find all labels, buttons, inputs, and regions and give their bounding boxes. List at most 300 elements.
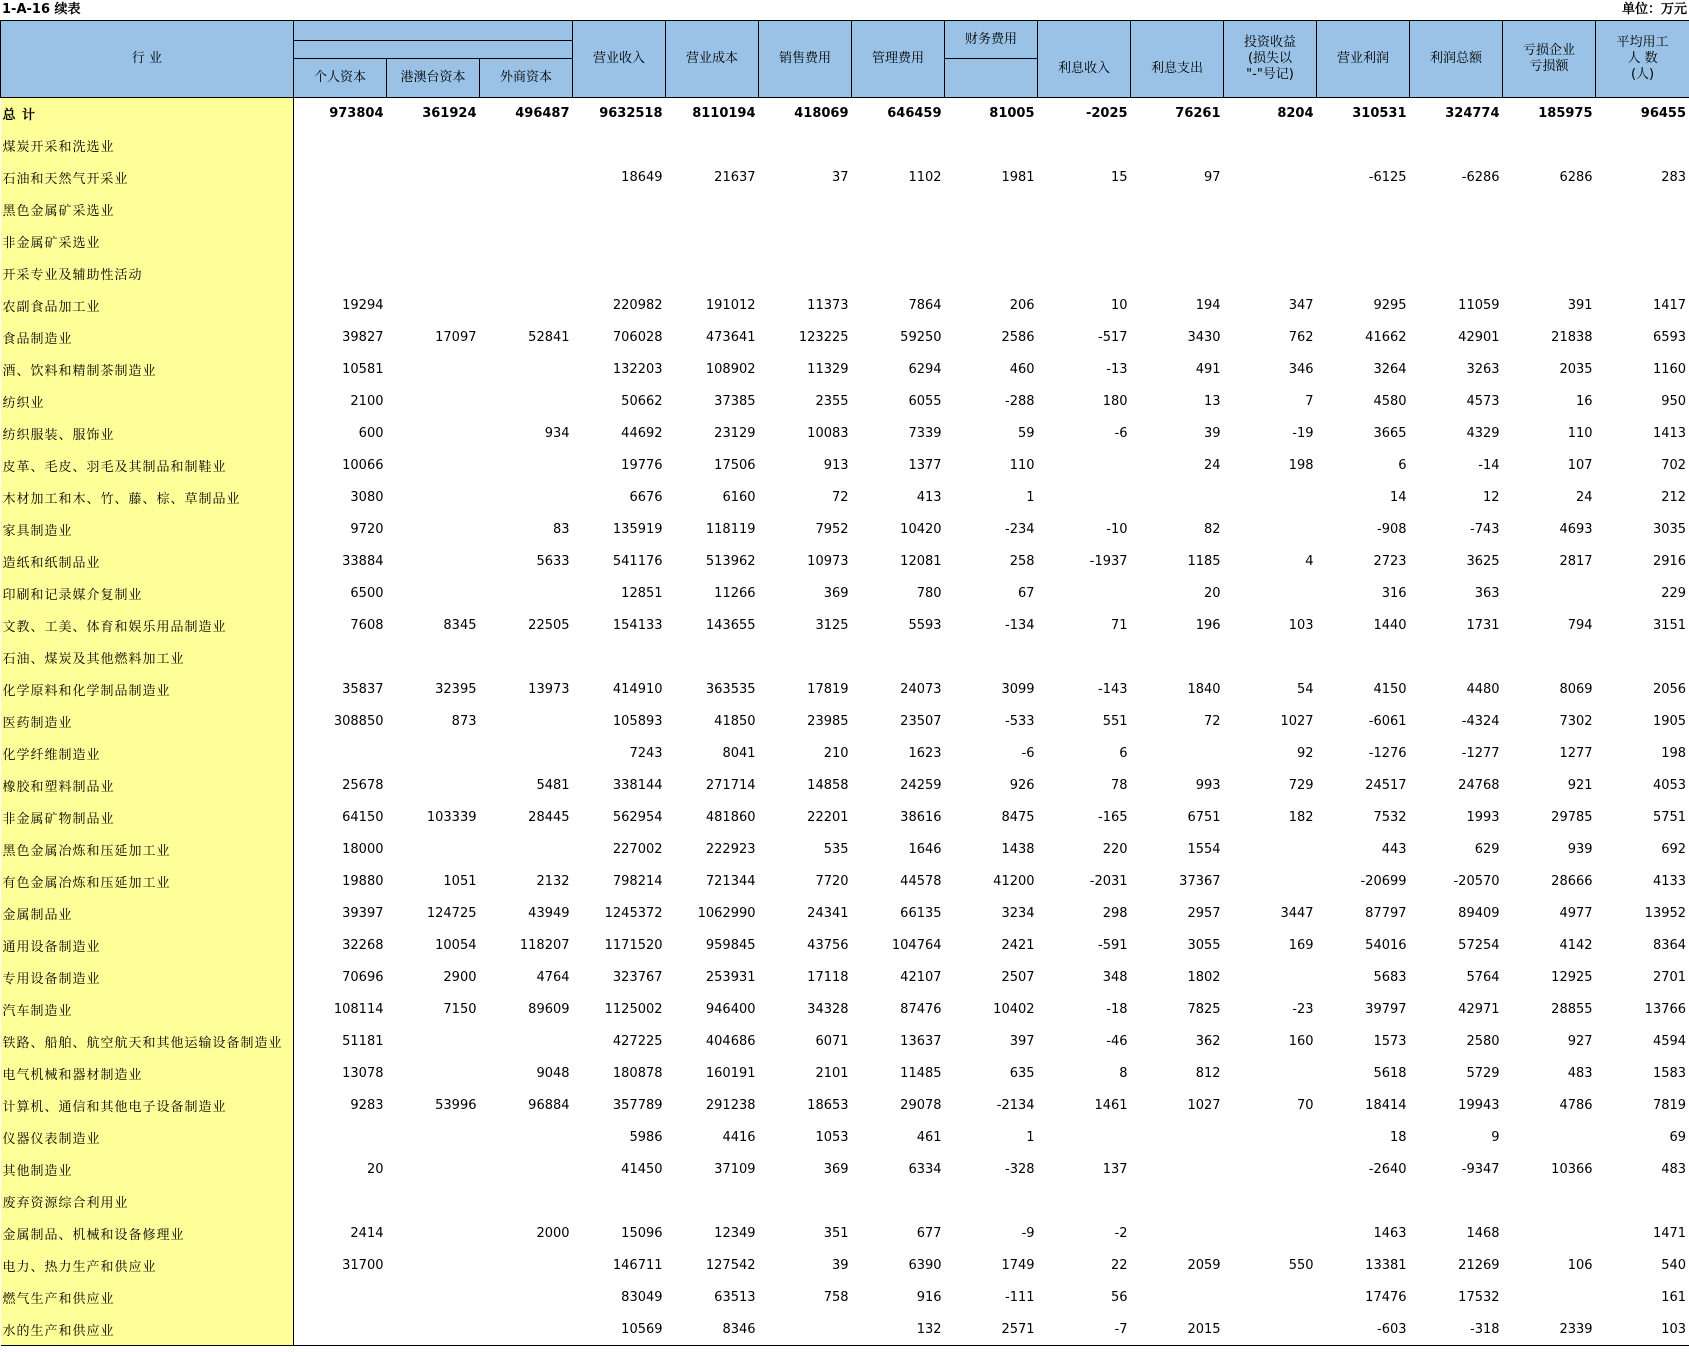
table-cell: 59250 (900, 330, 942, 345)
table-cell (573, 194, 666, 226)
table-cell: 28666 (1551, 874, 1593, 889)
table-cell (1224, 226, 1317, 258)
table-cell: 67 (1017, 586, 1035, 601)
table-cell: 17476 (1365, 1290, 1407, 1305)
table-cell: 2015 (1131, 1314, 1224, 1346)
table-cell (1503, 258, 1596, 290)
table-cell: 7150 (443, 1002, 477, 1017)
col-group-blank (294, 21, 573, 41)
table-cell: 41662 (1365, 330, 1407, 345)
table-cell: 72 (831, 490, 849, 505)
table-cell: 926 (1009, 778, 1035, 793)
table-cell: 22201 (807, 810, 849, 825)
table-cell: 4764 (536, 970, 570, 985)
table-cell: 310531 (1352, 106, 1407, 122)
table-cell: 7720 (815, 874, 849, 889)
table-cell: 16 (1575, 394, 1593, 409)
table-cell: 54016 (1365, 938, 1407, 953)
table-cell (852, 1186, 945, 1218)
table-cell: 6294 (908, 362, 942, 377)
table-cell: 19776 (621, 458, 663, 473)
industry-name: 铁路、船舶、航空航天和其他运输设备制造业 (1, 1026, 294, 1058)
table-row (1, 1058, 1689, 1090)
table-cell (387, 1250, 480, 1282)
table-cell: 50662 (621, 394, 663, 409)
table-cell (1038, 130, 1131, 162)
table-cell: 3430 (1187, 330, 1221, 345)
table-cell: 934 (544, 426, 570, 441)
table-cell: -318 (1410, 1314, 1503, 1346)
table-cell: 78 (1110, 778, 1128, 793)
table-cell: 28445 (528, 810, 570, 825)
table-cell (294, 1122, 387, 1154)
table-cell: 9048 (536, 1066, 570, 1081)
table-row (1, 866, 1689, 898)
table-cell: 1731 (1466, 618, 1500, 633)
table-cell: 37109 (714, 1162, 756, 1177)
table-cell (573, 642, 666, 674)
table-cell: 18414 (1365, 1098, 1407, 1113)
table-cell: 12081 (900, 554, 942, 569)
table-cell: 1583 (1596, 1058, 1689, 1090)
table-body (1, 98, 1689, 1346)
table-cell: 182 (1288, 810, 1314, 825)
table-cell (1038, 578, 1131, 610)
table-cell: 53996 (435, 1098, 477, 1113)
table-cell: 3665 (1373, 426, 1407, 441)
table-cell (387, 834, 480, 866)
table-cell (1410, 258, 1503, 290)
col-finance-expense-sub (945, 59, 1038, 98)
table-cell: 21269 (1458, 1258, 1500, 1273)
industry-name: 农副食品加工业 (1, 290, 294, 322)
table-cell (1503, 194, 1596, 226)
table-row (1, 514, 1689, 546)
table-row (1, 706, 1689, 738)
table-cell: 10973 (807, 554, 849, 569)
table-cell (387, 226, 480, 258)
table-cell: 108902 (705, 362, 756, 377)
table-cell (1038, 482, 1131, 514)
table-cell: -7 (1038, 1314, 1131, 1346)
table-cell (666, 130, 759, 162)
table-cell: 1749 (1001, 1258, 1035, 1273)
table-cell: 916 (916, 1290, 942, 1305)
table-cell: 8346 (666, 1314, 759, 1346)
table-cell: 59 (1017, 426, 1035, 441)
table-cell: -517 (1098, 330, 1128, 345)
table-cell: 10066 (342, 458, 384, 473)
table-cell (945, 130, 1038, 162)
table-cell: 5764 (1466, 970, 1500, 985)
table-cell: 363535 (705, 682, 756, 697)
table-cell (1317, 258, 1410, 290)
table-cell: 283 (1596, 162, 1689, 194)
table-cell: 9 (1491, 1130, 1500, 1145)
table-row (1, 162, 1689, 194)
table-cell (945, 258, 1038, 290)
table-row (1, 290, 1689, 322)
table-cell: -2031 (1089, 874, 1128, 889)
table-cell: 37 (831, 170, 849, 185)
table-cell: 7608 (350, 618, 384, 633)
industry-name: 水的生产和供应业 (1, 1314, 294, 1346)
table-cell (480, 354, 573, 386)
table-cell: 105893 (612, 714, 663, 729)
table-row (1, 1154, 1689, 1186)
table-cell: 3035 (1596, 514, 1689, 546)
table-cell: 69 (1596, 1122, 1689, 1154)
table-cell: 721344 (705, 874, 756, 889)
table-cell: 758 (823, 1290, 849, 1305)
industry-name: 木材加工和木、竹、藤、棕、草制品业 (1, 482, 294, 514)
table-cell: 1573 (1373, 1034, 1407, 1049)
table-cell: 89409 (1458, 906, 1500, 921)
table-cell (387, 1314, 480, 1346)
table-cell: -19 (1292, 426, 1314, 441)
table-cell: 11485 (900, 1066, 942, 1081)
table-cell: 18000 (342, 842, 384, 857)
table-cell: 921 (1567, 778, 1593, 793)
table-cell: 161 (1596, 1282, 1689, 1314)
table-id: 1-A-16 续表 (2, 2, 81, 17)
col-operating-profit: 营业利润 (1317, 21, 1410, 98)
table-cell: 348 (1102, 970, 1128, 985)
industry-name: 造纸和纸制品业 (1, 546, 294, 578)
table-cell: 11059 (1458, 298, 1500, 313)
table-cell: 212 (1596, 482, 1689, 514)
table-cell: 220 (1102, 842, 1128, 857)
table-cell: 229 (1596, 578, 1689, 610)
table-cell: 346 (1288, 362, 1314, 377)
table-row (1, 1282, 1689, 1314)
table-cell (480, 1314, 573, 1346)
table-cell: 6 (1398, 458, 1407, 473)
table-cell: -165 (1098, 810, 1128, 825)
table-cell: 6390 (908, 1258, 942, 1273)
table-cell: -6125 (1368, 170, 1407, 185)
table-cell: 1623 (908, 746, 942, 761)
table-cell: 2035 (1559, 362, 1593, 377)
table-cell: 41200 (993, 874, 1035, 889)
table-cell (294, 738, 387, 770)
table-cell: -2640 (1368, 1162, 1407, 1177)
table-row (1, 194, 1689, 226)
table-cell: 63513 (714, 1290, 756, 1305)
industry-name: 电气机械和器材制造业 (1, 1058, 294, 1090)
table-cell (387, 450, 480, 482)
table-row (1, 1218, 1689, 1250)
table-cell (852, 642, 945, 674)
industry-name: 家具制造业 (1, 514, 294, 546)
col-total-profit: 利润总额 (1410, 21, 1503, 98)
table-cell (759, 642, 852, 674)
table-cell: 13973 (528, 682, 570, 697)
table-cell: 17819 (807, 682, 849, 697)
table-cell (387, 738, 480, 770)
table-cell: 481860 (705, 810, 756, 825)
table-cell: 418069 (794, 106, 849, 122)
table-cell: 1245372 (604, 906, 663, 921)
table-cell (1503, 642, 1596, 674)
table-cell: 6334 (908, 1162, 942, 1177)
table-row (1, 738, 1689, 770)
table-cell: -10 (1106, 522, 1128, 537)
table-cell (480, 1250, 573, 1282)
table-cell: 24073 (900, 682, 942, 697)
table-cell: 361924 (422, 106, 477, 122)
table-cell: 96884 (528, 1098, 570, 1113)
table-cell: 460 (1009, 362, 1035, 377)
table-cell: 762 (1288, 330, 1314, 345)
table-cell: 812 (1195, 1066, 1221, 1081)
col-interest-expense: 利息支出 (1131, 21, 1224, 98)
table-cell (1224, 130, 1317, 162)
table-cell: 298 (1102, 906, 1128, 921)
table-cell (1131, 194, 1224, 226)
table-cell: 6286 (1559, 170, 1593, 185)
table-cell: 1062990 (697, 906, 756, 921)
table-cell: 3125 (815, 618, 849, 633)
table-cell (1503, 1282, 1596, 1314)
industry-name: 黑色金属矿采选业 (1, 194, 294, 226)
table-cell: 351 (823, 1226, 849, 1241)
industry-name: 印刷和记录媒介复制业 (1, 578, 294, 610)
col-selling-expense: 销售费用 (759, 21, 852, 98)
table-cell (387, 194, 480, 226)
table-cell (480, 194, 573, 226)
table-cell: 24517 (1365, 778, 1407, 793)
table-cell: 1981 (1001, 170, 1035, 185)
table-cell (1503, 226, 1596, 258)
table-cell: -111 (1005, 1290, 1035, 1305)
table-cell (387, 1282, 480, 1314)
table-cell: 8345 (443, 618, 477, 633)
table-cell: 414910 (612, 682, 663, 697)
table-cell (1410, 1186, 1503, 1218)
industry-name: 废弃资源综合利用业 (1, 1186, 294, 1218)
table-cell: 103 (1596, 1314, 1689, 1346)
table-cell: 10402 (993, 1002, 1035, 1017)
table-cell (573, 1186, 666, 1218)
table-cell: 1646 (908, 842, 942, 857)
table-cell: 34328 (807, 1002, 849, 1017)
table-cell: 729 (1288, 778, 1314, 793)
table-cell: 110 (1009, 458, 1035, 473)
table-cell: 1125002 (604, 1002, 663, 1017)
table-cell: 1102 (908, 170, 942, 185)
table-cell (1131, 1218, 1224, 1250)
table-cell (945, 194, 1038, 226)
table-cell: 44578 (900, 874, 942, 889)
table-cell (480, 834, 573, 866)
table-row (1, 130, 1689, 162)
table-cell: -1277 (1461, 746, 1500, 761)
table-cell: 3151 (1596, 610, 1689, 642)
table-cell: 41850 (714, 714, 756, 729)
industry-name: 橡胶和塑料制品业 (1, 770, 294, 802)
table-cell: -234 (1005, 522, 1035, 537)
table-cell: 81005 (989, 106, 1035, 122)
table-cell: 1053 (815, 1130, 849, 1145)
table-cell: 83049 (621, 1290, 663, 1305)
table-cell: 1993 (1466, 810, 1500, 825)
table-cell (1131, 1282, 1224, 1314)
table-cell: 103339 (426, 810, 477, 825)
industry-name: 燃气生产和供应业 (1, 1282, 294, 1314)
industry-name: 酒、饮料和精制茶制造业 (1, 354, 294, 386)
table-cell: -328 (1005, 1162, 1035, 1177)
table-cell: 51181 (342, 1034, 384, 1049)
industry-name: 电力、热力生产和供应业 (1, 1250, 294, 1282)
table-cell (1038, 642, 1131, 674)
table-cell (666, 226, 759, 258)
table-cell (1224, 642, 1317, 674)
table-cell: 347 (1288, 298, 1314, 313)
table-cell: 362 (1195, 1034, 1221, 1049)
table-cell (1131, 1122, 1224, 1154)
table-cell (480, 258, 573, 290)
table-cell: 123225 (798, 330, 849, 345)
table-cell: -743 (1470, 522, 1500, 537)
table-cell: -2025 (1085, 106, 1128, 122)
table-cell (1596, 1186, 1689, 1218)
table-cell: 1461 (1094, 1098, 1128, 1113)
table-cell: 8475 (1001, 810, 1035, 825)
table-cell: 20 (366, 1162, 384, 1177)
table-row (1, 674, 1689, 706)
table-cell (387, 130, 480, 162)
table-cell (1038, 450, 1131, 482)
table-row (1, 930, 1689, 962)
table-cell: 29785 (1551, 810, 1593, 825)
table-row (1, 226, 1689, 258)
table-cell: 939 (1567, 842, 1593, 857)
table-cell (1038, 1186, 1131, 1218)
table-cell: 551 (1102, 714, 1128, 729)
table-cell: 5986 (629, 1130, 663, 1145)
table-cell (387, 514, 480, 546)
table-cell (387, 258, 480, 290)
table-cell: 6676 (629, 490, 663, 505)
table-cell: 1 (1026, 1130, 1035, 1145)
table-row (1, 98, 1689, 130)
table-cell (480, 386, 573, 418)
table-cell: 357789 (612, 1098, 663, 1113)
table-cell: 21637 (714, 170, 756, 185)
table-cell: 535 (823, 842, 849, 857)
table-cell (1038, 1122, 1131, 1154)
table-cell (1131, 738, 1224, 770)
table-cell: 169 (1288, 938, 1314, 953)
table-cell: 19294 (342, 298, 384, 313)
table-cell: 4786 (1559, 1098, 1593, 1113)
table-cell: 8204 (1277, 106, 1314, 122)
table-cell: -1276 (1368, 746, 1407, 761)
table-cell: 64150 (342, 810, 384, 825)
table-cell: 33884 (342, 554, 384, 569)
table-cell: 2414 (350, 1226, 384, 1241)
table-cell (759, 194, 852, 226)
table-cell: 6 (1119, 746, 1128, 761)
table-cell (1131, 1186, 1224, 1218)
table-cell: -18 (1106, 1002, 1128, 1017)
table-cell: 70696 (342, 970, 384, 985)
table-cell: 7825 (1187, 1002, 1221, 1017)
table-cell: 677 (916, 1226, 942, 1241)
table-cell (294, 258, 387, 290)
table-row (1, 450, 1689, 482)
table-cell: 3055 (1187, 938, 1221, 953)
table-cell (1503, 130, 1596, 162)
table-cell: 39827 (342, 330, 384, 345)
table-cell: 12349 (714, 1226, 756, 1241)
table-cell: 108114 (333, 1002, 384, 1017)
table-cell: 22 (1110, 1258, 1128, 1273)
table-row (1, 770, 1689, 802)
table-cell: 369 (823, 586, 849, 601)
table-cell: 629 (1474, 842, 1500, 857)
table-cell: 52841 (528, 330, 570, 345)
table-cell: 316 (1381, 586, 1407, 601)
industry-name: 仪器仪表制造业 (1, 1122, 294, 1154)
table-cell: 71 (1110, 618, 1128, 633)
industry-name: 纺织业 (1, 386, 294, 418)
table-cell: 8 (1119, 1066, 1128, 1081)
table-cell: 41450 (621, 1162, 663, 1177)
table-cell: 9283 (350, 1098, 384, 1113)
table-cell: 143655 (705, 618, 756, 633)
table-cell: 308850 (333, 714, 384, 729)
table-cell: 32268 (342, 938, 384, 953)
table-cell: -143 (1098, 682, 1128, 697)
industry-name: 黑色金属冶炼和压延加工业 (1, 834, 294, 866)
table-cell: 96455 (1596, 98, 1689, 130)
table-cell (1224, 1314, 1317, 1346)
table-cell: 92 (1296, 746, 1314, 761)
table-cell: 21838 (1551, 330, 1593, 345)
table-cell: 5751 (1596, 802, 1689, 834)
table-row (1, 546, 1689, 578)
table-cell: 5729 (1466, 1066, 1500, 1081)
table-row (1, 578, 1689, 610)
table-cell (1038, 258, 1131, 290)
table-cell: -6061 (1368, 714, 1407, 729)
table-cell: 2421 (1001, 938, 1035, 953)
table-cell (573, 130, 666, 162)
table-cell (1224, 962, 1317, 994)
col-avg-employees: 平均用工 人 数 (人) (1596, 21, 1689, 98)
table-cell (666, 642, 759, 674)
table-cell (480, 642, 573, 674)
table-cell: 2000 (536, 1226, 570, 1241)
table-cell: 4693 (1559, 522, 1593, 537)
col-industry: 行 业 (1, 21, 294, 98)
table-cell: 10054 (435, 938, 477, 953)
table-row (1, 962, 1689, 994)
col-group-spacer (294, 41, 573, 59)
table-cell: 6593 (1596, 322, 1689, 354)
table-cell: 83 (552, 522, 570, 537)
table-cell: -14 (1478, 458, 1500, 473)
table-cell (387, 386, 480, 418)
table-row (1, 994, 1689, 1026)
table-cell (1317, 194, 1410, 226)
table-cell: 10083 (807, 426, 849, 441)
table-cell: 646459 (887, 106, 942, 122)
table-cell: 56 (1110, 1290, 1128, 1305)
table-cell: 323767 (612, 970, 663, 985)
